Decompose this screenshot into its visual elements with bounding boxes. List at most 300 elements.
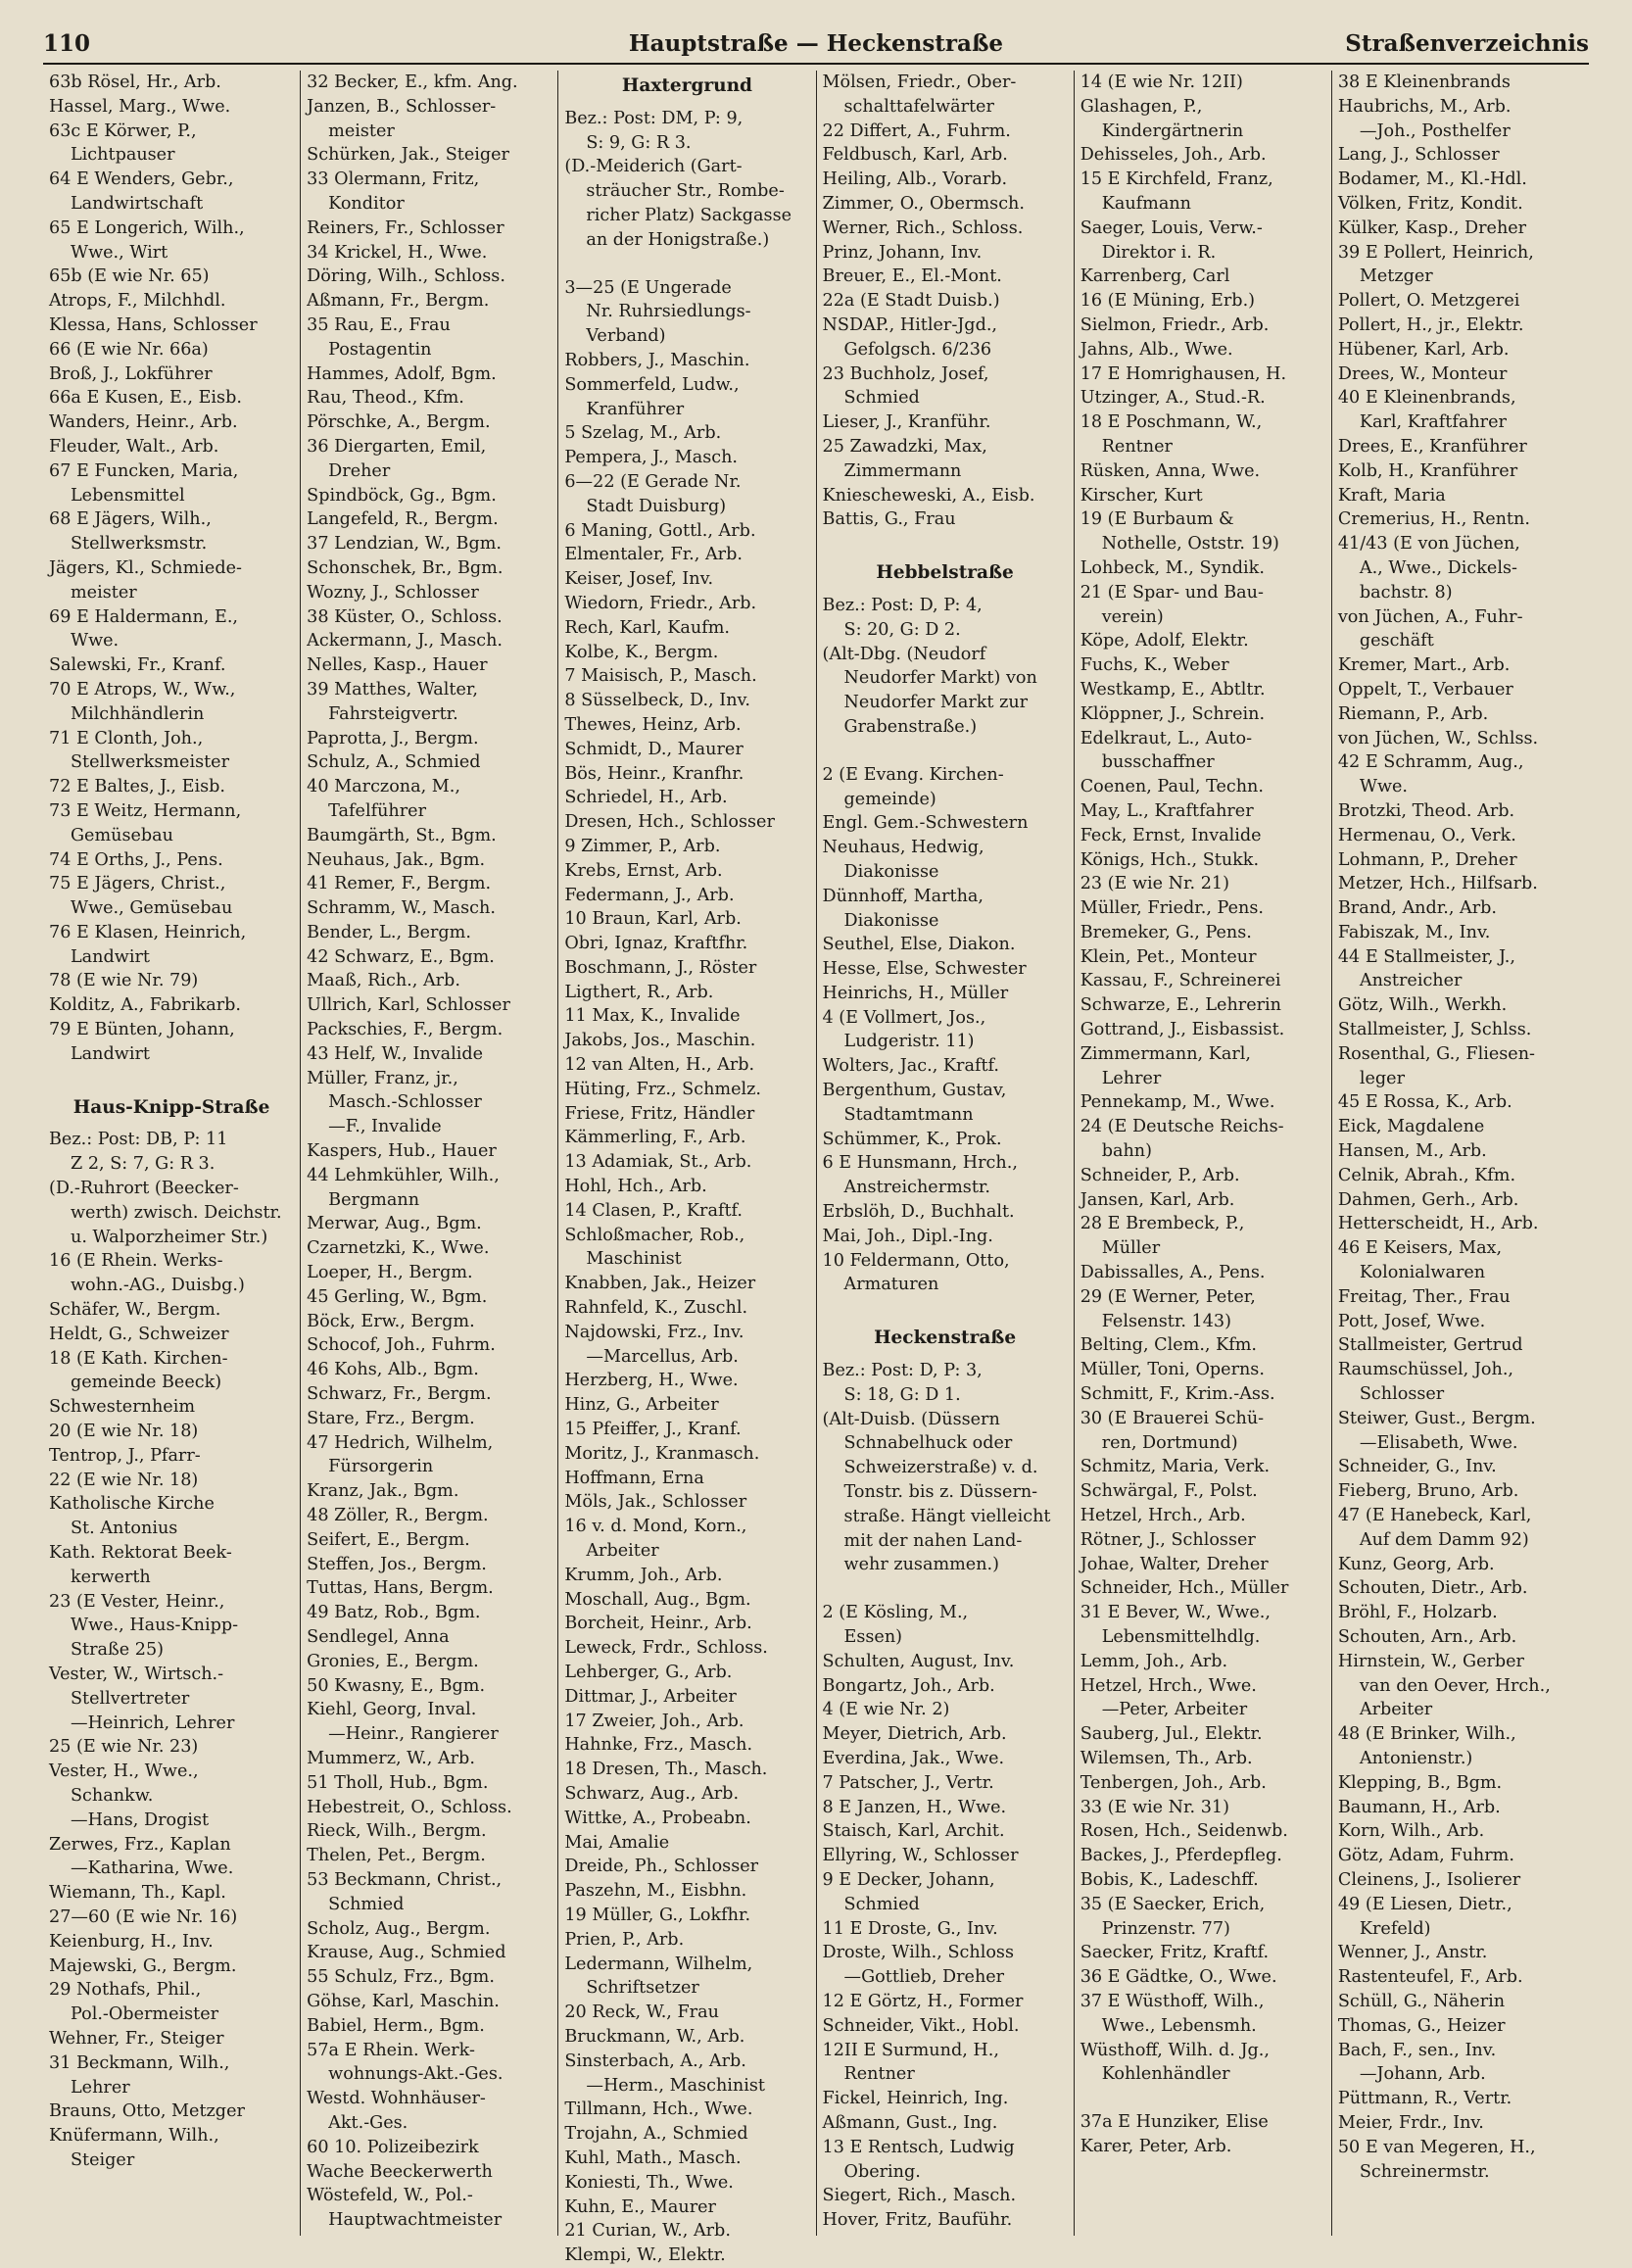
- directory-entry: Schocof, Joh., Fuhrm.: [307, 1335, 496, 1356]
- directory-entry: 71 E Clonth, Joh.,: [49, 728, 204, 748]
- directory-entry: Schwesternheim: [49, 1397, 196, 1418]
- directory-entry: Heiling, Alb., Vorarb.: [822, 169, 1008, 190]
- directory-entry: Pol.-Obermeister: [71, 2004, 219, 2025]
- directory-entry: Stadt Duisburg): [586, 496, 727, 516]
- page-title: Hauptstraße — Heckenstraße: [628, 30, 1004, 57]
- directory-entry: (Alt-Dbg. (Neudorf: [822, 644, 986, 664]
- directory-entry: Schmied: [843, 1894, 920, 1914]
- directory-entry: —Katharina, Wwe.: [71, 1858, 234, 1879]
- directory-entry: Dreide, Ph., Schlosser: [564, 1857, 759, 1877]
- directory-entry: Rötner, J., Schlosser: [1080, 1529, 1256, 1550]
- directory-entry: —Johann, Arb.: [1359, 2064, 1486, 2085]
- directory-entry: 4 (E wie Nr. 2): [822, 1700, 950, 1720]
- directory-entry: 16 (E Rhein. Werks-: [49, 1251, 223, 1272]
- directory-entry: 27—60 (E wie Nr. 16): [49, 1906, 238, 1927]
- directory-entry: Lichtpauser: [71, 145, 175, 166]
- directory-entry: Friese, Fritz, Händler: [564, 1103, 755, 1124]
- directory-entry: —F., Invalide: [328, 1117, 442, 1137]
- directory-entry: Schmied: [328, 1894, 405, 1914]
- directory-entry: Babiel, Herm., Bgm.: [307, 2015, 485, 2036]
- directory-entry: —Marcellus, Arb.: [586, 1346, 739, 1367]
- directory-entry: 31 E Bever, W., Wwe.,: [1080, 1603, 1271, 1623]
- directory-entry: von Jüchen, A., Fuhr-: [1337, 606, 1523, 627]
- directory-entry: Klessa, Hans, Schlosser: [49, 314, 258, 335]
- directory-entry: Metzger: [1359, 266, 1433, 287]
- directory-entry: Eick, Magdalene: [1337, 1117, 1485, 1137]
- directory-entry: Karl, Kraftfahrer: [1359, 412, 1507, 433]
- directory-entry: 37 Lendzian, W., Bgm.: [307, 534, 502, 555]
- directory-entry: Fleuder, Walt., Arb.: [49, 436, 219, 457]
- directory-entry: Sauberg, Jul., Elektr.: [1080, 1724, 1263, 1745]
- directory-entry: Fahrsteigvertr.: [328, 703, 458, 724]
- directory-entry: Tuttas, Hans, Bergm.: [307, 1578, 494, 1599]
- directory-entry: Anstreichermstr.: [843, 1178, 990, 1198]
- column-5: [1075, 71, 1332, 2236]
- directory-entry: Janzen, B., Schlosser-: [307, 96, 497, 117]
- directory-entry: Freitag, Ther., Frau: [1337, 1286, 1511, 1307]
- directory-entry: Schonschek, Br., Bgm.: [307, 557, 504, 578]
- directory-entry: Trojahn, A., Schmied: [564, 2124, 748, 2145]
- directory-entry: 76 E Klasen, Heinrich,: [49, 922, 247, 942]
- directory-entry: Hoffmann, Erna: [564, 1468, 704, 1488]
- directory-entry: 19 (E Burbaum &: [1080, 509, 1234, 530]
- directory-entry: Lohbeck, M., Syndik.: [1080, 557, 1265, 578]
- directory-entry: 23 Buchholz, Josef,: [822, 363, 989, 384]
- directory-entry: Kolbe, K., Bergm.: [564, 642, 719, 662]
- directory-entry: gemeinde): [843, 789, 936, 809]
- directory-entry: Schneider, G., Inv.: [1337, 1457, 1497, 1477]
- directory-entry: Straße 25): [71, 1640, 165, 1661]
- directory-entry: Bruckmann, W., Arb.: [564, 2026, 745, 2047]
- directory-entry: Stallmeister, Gertrud: [1337, 1335, 1523, 1356]
- directory-entry: Neuhaus, Hedwig,: [822, 838, 984, 858]
- directory-entry: 37a E Hunziker, Elise: [1080, 2112, 1269, 2133]
- directory-entry: Zimmermann: [843, 460, 962, 481]
- directory-entry: 73 E Weitz, Hermann,: [49, 800, 242, 821]
- column-6: [1332, 71, 1589, 2236]
- directory-entry: 78 (E wie Nr. 79): [49, 971, 199, 991]
- directory-entry: 8 E Janzen, H., Wwe.: [822, 1797, 1007, 1817]
- directory-entry: Tentrop, J., Pfarr-: [49, 1445, 201, 1466]
- directory-entry: Staisch, Karl, Archit.: [822, 1821, 1005, 1842]
- directory-entry: busschaffner: [1101, 752, 1215, 773]
- directory-entry: geschäft: [1359, 631, 1434, 651]
- directory-entry: 21 Curian, W., Arb.: [564, 2221, 731, 2242]
- directory-entry: verein): [1101, 606, 1164, 627]
- directory-entry: Stellvertreter: [71, 1688, 190, 1709]
- directory-entry: 49 Batz, Rob., Bgm.: [307, 1603, 481, 1623]
- directory-entry: Lehberger, G., Arb.: [564, 1663, 733, 1682]
- directory-columns: [43, 71, 1589, 2266]
- directory-entry: Heinrichs, H., Müller: [822, 983, 1009, 1003]
- directory-entry: Kiehl, Georg, Inval.: [307, 1700, 477, 1720]
- directory-entry: Fieberg, Bruno, Arb.: [1337, 1481, 1519, 1502]
- street-heading: Haxtergrund: [621, 75, 752, 96]
- directory-entry: Riemann, P., Arb.: [1337, 703, 1489, 724]
- directory-entry: sträucher Str., Rombe-: [586, 181, 785, 202]
- directory-entry: Stellwerksmeister: [71, 752, 230, 773]
- directory-entry: 5 Szelag, M., Arb.: [564, 423, 722, 444]
- directory-entry: richer Platz) Sackgasse: [586, 205, 792, 225]
- directory-entry: Atrops, F., Milchhdl.: [49, 291, 226, 312]
- directory-entry: 10 Feldermann, Otto,: [822, 1250, 1010, 1271]
- directory-entry: 12II E Surmund, H.,: [822, 2040, 999, 2060]
- directory-entry: 25 (E wie Nr. 23): [49, 1737, 199, 1758]
- directory-entry: 42 E Schramm, Aug.,: [1337, 752, 1524, 773]
- directory-entry: 74 E Orths, J., Pens.: [49, 849, 223, 870]
- directory-entry: Sendlegel, Anna: [307, 1627, 450, 1647]
- directory-entry: 70 E Atrops, W., Ww.,: [49, 679, 236, 700]
- directory-entry: S: 18, G: D 1.: [843, 1384, 961, 1405]
- directory-entry: Landwirt: [71, 946, 150, 967]
- directory-entry: Vester, W., Wirtsch.-: [49, 1665, 224, 1684]
- directory-entry: 45 Gerling, W., Bgm.: [307, 1286, 488, 1307]
- directory-entry: Feck, Ernst, Invalide: [1080, 825, 1262, 845]
- directory-entry: Pott, Josef, Wwe.: [1337, 1311, 1486, 1331]
- directory-entry: Döring, Wilh., Schloss.: [307, 266, 505, 287]
- directory-entry: Wüsthoff, Wilh. d. Jg.,: [1080, 2040, 1270, 2060]
- directory-entry: Drees, W., Monteur: [1337, 363, 1508, 384]
- directory-entry: Bez.: Post: D, P: 4,: [822, 595, 983, 615]
- directory-entry: Schneider, P., Arb.: [1080, 1165, 1240, 1185]
- directory-entry: Schmidt, D., Maurer: [564, 739, 744, 759]
- directory-entry: 66a E Kusen, E., Eisb.: [49, 388, 242, 409]
- directory-entry: Cleinens, J., Isolierer: [1337, 1869, 1521, 1890]
- directory-entry: 50 E van Megeren, H.,: [1337, 2137, 1536, 2157]
- directory-entry: Pörschke, A., Bergm.: [307, 412, 491, 433]
- directory-entry: leger: [1359, 1068, 1405, 1088]
- directory-entry: 16 (E Müning, Erb.): [1080, 291, 1256, 312]
- directory-entry: Hahnke, Frz., Masch.: [564, 1735, 753, 1756]
- directory-entry: Steffen, Jos., Bergm.: [307, 1554, 487, 1574]
- directory-entry: Zimmer, O., Obermsch.: [822, 193, 1025, 214]
- directory-entry: Wilemsen, Th., Arb.: [1080, 1748, 1253, 1768]
- directory-entry: Nr. Ruhrsiedlungs-: [586, 302, 751, 322]
- directory-entry: Pennekamp, M., Wwe.: [1080, 1092, 1275, 1113]
- directory-entry: Spindböck, Gg., Bgm.: [307, 485, 497, 506]
- directory-entry: Rentner: [1101, 436, 1173, 457]
- directory-entry: Schneider, Vikt., Hobl.: [822, 2015, 1020, 2036]
- directory-entry: Saeger, Louis, Verw.-: [1080, 217, 1263, 238]
- directory-entry: meister: [328, 121, 395, 141]
- directory-entry: Mummerz, W., Arb.: [307, 1748, 475, 1768]
- directory-entry: Rieck, Wilh., Bergm.: [307, 1821, 487, 1842]
- directory-entry: Vester, H., Wwe.,: [49, 1761, 199, 1782]
- directory-entry: Wöstefeld, W., Pol.-: [307, 2186, 473, 2206]
- directory-entry: Bobis, K., Ladeschff.: [1080, 1869, 1259, 1890]
- directory-entry: 33 Olermann, Fritz,: [307, 169, 480, 190]
- directory-entry: 22 Differt, A., Fuhrm.: [822, 121, 1011, 141]
- directory-entry: Borcheit, Heinr., Arb.: [564, 1614, 752, 1634]
- directory-entry: Fuchs, K., Weber: [1080, 655, 1229, 676]
- directory-entry: Schloßmacher, Rob.,: [564, 1225, 745, 1245]
- directory-entry: Hohl, Hch., Arb.: [564, 1177, 707, 1197]
- directory-entry: Ullrich, Karl, Schlosser: [307, 995, 510, 1016]
- directory-entry: Fabiszak, M., Inv.: [1337, 922, 1491, 942]
- directory-entry: Akt.-Ges.: [328, 2112, 408, 2133]
- directory-entry: Knabben, Jak., Heizer: [564, 1274, 756, 1294]
- directory-entry: Ludgeristr. 11): [843, 1032, 975, 1052]
- directory-entry: Steiger: [71, 2149, 135, 2170]
- directory-entry: Hansen, M., Arb.: [1337, 1141, 1487, 1162]
- directory-entry: 65 E Longerich, Wilh.,: [49, 217, 245, 238]
- directory-entry: 51 Tholl, Hub., Bgm.: [307, 1772, 489, 1793]
- directory-entry: Brotzki, Theod. Arb.: [1337, 800, 1515, 821]
- directory-entry: Kuhl, Math., Masch.: [564, 2147, 742, 2168]
- directory-entry: Leweck, Frdr., Schloss.: [564, 1638, 768, 1659]
- directory-entry: Tillmann, Hch., Wwe.: [564, 2099, 753, 2120]
- directory-entry: Rastenteufel, F., Arb.: [1337, 1967, 1523, 1988]
- directory-entry: Kohlenhändler: [1101, 2064, 1230, 2085]
- page-header: [43, 24, 1589, 65]
- directory-entry: 35 (E Saecker, Erich,: [1080, 1894, 1266, 1914]
- directory-entry: (D.-Meiderich (Gart-: [564, 157, 743, 177]
- directory-entry: Moschall, Aug., Bgm.: [564, 1589, 751, 1610]
- directory-entry: Breuer, E., El.-Mont.: [822, 266, 1002, 287]
- directory-entry: Kraft, Maria: [1337, 485, 1446, 506]
- directory-entry: van den Oever, Hrch.,: [1359, 1675, 1551, 1696]
- directory-entry: Federmann, J., Arb.: [564, 885, 735, 905]
- directory-entry: schalttafelwärter: [843, 96, 994, 117]
- directory-entry: Prien, P., Arb.: [564, 1929, 685, 1950]
- directory-entry: Schwarze, E., Lehrerin: [1080, 995, 1281, 1016]
- directory-entry: 33 (E wie Nr. 31): [1080, 1797, 1229, 1817]
- directory-entry: Hassel, Marg., Wwe.: [49, 96, 231, 117]
- directory-entry: Lebensmittel: [71, 485, 185, 506]
- directory-entry: Götz, Adam, Fuhrm.: [1337, 1846, 1514, 1866]
- directory-entry: Dünnhoff, Martha,: [822, 886, 984, 906]
- directory-entry: 23 (E wie Nr. 21): [1080, 874, 1229, 894]
- directory-entry: Belting, Clem., Kfm.: [1080, 1335, 1258, 1356]
- street-heading: Hebbelstraße: [876, 562, 1014, 584]
- directory-entry: 6—22 (E Gerade Nr.: [564, 471, 742, 492]
- directory-entry: Neudorfer Markt) von: [843, 668, 1037, 689]
- directory-entry: Klepping, B., Bgm.: [1337, 1772, 1503, 1793]
- directory-entry: bachstr. 8): [1359, 582, 1453, 603]
- directory-entry: Schulten, August, Inv.: [822, 1651, 1015, 1671]
- directory-entry: Tenbergen, Joh., Arb.: [1080, 1772, 1267, 1793]
- directory-entry: St. Antonius: [71, 1519, 178, 1539]
- directory-entry: Fickel, Heinrich, Ing.: [822, 2089, 1009, 2109]
- directory-entry: Bremeker, G., Pens.: [1080, 922, 1252, 942]
- directory-entry: Drees, E., Kranführer: [1337, 436, 1527, 457]
- directory-entry: 17 Zweier, Joh., Arb.: [564, 1711, 744, 1731]
- directory-entry: 44 E Stallmeister, J.,: [1337, 946, 1515, 967]
- directory-entry: Böck, Erw., Bergm.: [307, 1311, 475, 1331]
- directory-entry: Droste, Wilh., Schloss: [822, 1943, 1014, 1963]
- directory-entry: —Gottlieb, Dreher: [843, 1967, 1005, 1988]
- directory-entry: Coenen, Paul, Techn.: [1080, 777, 1264, 797]
- directory-entry: Kindergärtnerin: [1101, 121, 1244, 141]
- directory-entry: Konditor: [328, 193, 405, 214]
- directory-entry: Ackermann, J., Masch.: [307, 631, 504, 651]
- directory-entry: 63c E Körwer, P.,: [49, 121, 197, 141]
- directory-entry: 36 Diergarten, Emil,: [307, 436, 487, 457]
- directory-entry: Armaturen: [843, 1275, 939, 1295]
- directory-entry: Aßmann, Gust., Ing.: [822, 2112, 998, 2133]
- directory-entry: Hirnstein, W., Gerber: [1337, 1651, 1524, 1671]
- directory-entry: 29 Nothafs, Phil.,: [49, 1980, 202, 2001]
- directory-entry: gemeinde Beeck): [71, 1373, 222, 1393]
- directory-entry: —Herm., Maschinist: [586, 2075, 765, 2096]
- directory-entry: Neuhaus, Jak., Bgm.: [307, 849, 486, 870]
- directory-entry: 57a E Rhein. Werk-: [307, 2040, 475, 2060]
- directory-entry: straße. Hängt vielleicht: [843, 1506, 1051, 1526]
- directory-entry: Wwe.: [71, 631, 120, 651]
- directory-entry: Zerwes, Frz., Kaplan: [49, 1834, 231, 1855]
- directory-entry: 9 E Decker, Johann,: [822, 1869, 995, 1890]
- directory-entry: Schmitz, Maria, Verk.: [1080, 1457, 1271, 1477]
- directory-entry: 13 E Rentsch, Ludwig: [822, 2137, 1015, 2157]
- directory-entry: Paprotta, J., Bergm.: [307, 728, 479, 748]
- directory-entry: Krumm, Joh., Arb.: [564, 1565, 723, 1585]
- directory-entry: Mai, Amalie: [564, 1832, 670, 1853]
- directory-entry: 14 Clasen, P., Kraftf.: [564, 1200, 744, 1221]
- directory-entry: —Heinrich, Lehrer: [71, 1713, 235, 1733]
- directory-entry: Müller: [1101, 1238, 1161, 1259]
- directory-entry: 22a (E Stadt Duisb.): [822, 291, 1000, 312]
- directory-entry: wohnungs-Akt.-Ges.: [328, 2064, 504, 2085]
- directory-entry: Wanders, Heinr., Arb.: [49, 412, 238, 433]
- directory-entry: 2 (E Kösling, M.,: [822, 1603, 969, 1623]
- directory-entry: ren, Dortmund): [1101, 1432, 1238, 1453]
- directory-entry: Schramm, W., Masch.: [307, 898, 496, 919]
- directory-entry: Celnik, Abrah., Kfm.: [1337, 1165, 1516, 1185]
- directory-entry: Robbers, J., Maschin.: [564, 350, 750, 370]
- directory-entry: Diakonisse: [843, 910, 939, 931]
- directory-entry: Koniesti, Th., Wwe.: [564, 2172, 734, 2193]
- street-heading: Heckenstraße: [874, 1327, 1017, 1349]
- directory-entry: 20 Reck, W., Frau: [564, 2003, 719, 2023]
- directory-entry: Kolb, H., Kranführer: [1337, 460, 1518, 481]
- directory-entry: Krause, Aug., Schmied: [307, 1943, 506, 1963]
- directory-entry: Rahnfeld, K., Zuschl.: [564, 1298, 748, 1319]
- directory-entry: Götz, Wilh., Werkh.: [1337, 995, 1508, 1016]
- directory-entry: Grabenstraße.): [843, 716, 978, 737]
- directory-entry: werth) zwisch. Deichstr.: [71, 1202, 282, 1223]
- directory-entry: Mölsen, Friedr., Ober-: [822, 72, 1017, 92]
- directory-entry: Battis, G., Frau: [822, 509, 956, 530]
- directory-entry: 43 Helf, W., Invalide: [307, 1043, 484, 1064]
- directory-entry: Katholische Kirche: [49, 1494, 215, 1515]
- directory-entry: 38 E Kleinenbrands: [1337, 72, 1511, 92]
- directory-entry: Broß, J., Lokführer: [49, 363, 213, 384]
- directory-entry: Ellyring, W., Schlosser: [822, 1846, 1019, 1866]
- directory-entry: Lehrer: [71, 2077, 130, 2098]
- directory-entry: 44 Lehmkühler, Wilh.,: [307, 1165, 500, 1185]
- directory-entry: Bergenthum, Gustav,: [822, 1081, 1007, 1101]
- directory-entry: Sommerfeld, Ludw.,: [564, 374, 740, 395]
- directory-entry: Brauns, Otto, Metzger: [49, 2101, 245, 2122]
- directory-entry: 41/43 (E von Jüchen,: [1337, 534, 1520, 555]
- directory-entry: S: 9, G: R 3.: [586, 132, 692, 153]
- directory-entry: Haubrichs, M., Arb.: [1337, 96, 1512, 117]
- directory-entry: Salewski, Fr., Kranf.: [49, 655, 226, 676]
- directory-entry: Rüsken, Anna, Wwe.: [1080, 460, 1261, 481]
- directory-entry: Dahmen, Gerh., Arb.: [1337, 1189, 1519, 1210]
- directory-entry: Direktor i. R.: [1101, 242, 1217, 263]
- directory-entry: S: 20, G: D 2.: [843, 619, 961, 640]
- directory-entry: 24 (E Deutsche Reichs-: [1080, 1117, 1284, 1137]
- directory-entry: 67 E Funcken, Maria,: [49, 460, 239, 481]
- directory-entry: Bez.: Post: DM, P: 9,: [564, 108, 744, 128]
- directory-entry: —Peter, Arbeiter: [1101, 1700, 1248, 1720]
- directory-entry: Hebestreit, O., Schloss.: [307, 1797, 512, 1817]
- directory-entry: 47 (E Hanebeck, Karl,: [1337, 1506, 1532, 1526]
- directory-entry: Hüting, Frz., Schmelz.: [564, 1079, 761, 1099]
- directory-entry: Bös, Heinr., Kranfhr.: [564, 763, 744, 784]
- directory-entry: 38 Küster, O., Schloss.: [307, 606, 503, 627]
- directory-entry: 45 E Rossa, K., Arb.: [1337, 1092, 1512, 1113]
- directory-entry: Völken, Fritz, Kondit.: [1337, 193, 1523, 214]
- directory-entry: 6 Maning, Gottl., Arb.: [564, 520, 756, 541]
- directory-entry: Thewes, Heinz, Arb.: [564, 714, 742, 735]
- directory-entry: Schriedel, H., Arb.: [564, 788, 728, 808]
- directory-entry: Mai, Joh., Dipl.-Ing.: [822, 1226, 993, 1246]
- directory-entry: Schreinermstr.: [1359, 2161, 1490, 2182]
- directory-entry: 18 (E Kath. Kirchen-: [49, 1348, 228, 1369]
- directory-entry: 17 E Homrighausen, H.: [1080, 363, 1287, 384]
- directory-entry: Stallmeister, J, Schlss.: [1337, 1020, 1532, 1040]
- directory-entry: Dreher: [328, 460, 391, 481]
- directory-entry: Schäfer, W., Bergm.: [49, 1300, 221, 1321]
- directory-entry: Lohmann, P., Dreher: [1337, 849, 1517, 870]
- directory-entry: Bongartz, Joh., Arb.: [822, 1675, 995, 1696]
- directory-entry: Saecker, Fritz, Kraftf.: [1080, 1943, 1270, 1963]
- directory-entry: Kath. Rektorat Beek-: [49, 1543, 232, 1564]
- directory-entry: Hermenau, O., Verk.: [1337, 825, 1516, 845]
- directory-entry: Kuhn, E., Maurer: [564, 2196, 716, 2217]
- directory-entry: Sielmon, Friedr., Arb.: [1080, 314, 1270, 335]
- directory-entry: 28 E Brembeck, P.,: [1080, 1214, 1245, 1234]
- directory-entry: Seifert, E., Bergm.: [307, 1529, 470, 1550]
- directory-entry: Obri, Ignaz, Kraftfhr.: [564, 934, 748, 954]
- directory-entry: Dittmar, J., Arbeiter: [564, 1686, 737, 1707]
- directory-entry: Johae, Walter, Dreher: [1080, 1554, 1269, 1574]
- directory-entry: Keiser, Josef, Inv.: [564, 569, 714, 590]
- directory-entry: Siegert, Rich., Masch.: [822, 2186, 1017, 2206]
- directory-entry: Oppelt, T., Verbauer: [1337, 679, 1513, 700]
- directory-entry: 35 Rau, E., Frau: [307, 314, 451, 335]
- directory-entry: 30 (E Brauerei Schü-: [1080, 1408, 1265, 1428]
- directory-entry: Nothelle, Oststr. 19): [1101, 534, 1279, 555]
- directory-entry: Müller, Friedr., Pens.: [1080, 898, 1264, 919]
- directory-entry: Bender, L., Bergm.: [307, 922, 471, 942]
- directory-entry: Schmied: [843, 388, 920, 409]
- directory-entry: 37 E Wüsthoff, Wilh.,: [1080, 1991, 1265, 2011]
- directory-entry: Essen): [843, 1627, 903, 1648]
- directory-entry: Prinzenstr. 77): [1101, 1918, 1230, 1939]
- directory-entry: Schnabelhuck oder: [843, 1433, 1013, 1454]
- directory-entry: Langefeld, R., Bergm.: [307, 509, 499, 530]
- column-3: [558, 71, 816, 2266]
- directory-entry: 53 Beckmann, Christ.,: [307, 1869, 503, 1890]
- page-number: 110: [43, 30, 91, 57]
- directory-entry: Baumann, H., Arb.: [1337, 1797, 1501, 1817]
- directory-entry: —Hans, Drogist: [71, 1810, 210, 1830]
- directory-entry: 12 E Görtz, H., Former: [822, 1991, 1024, 2011]
- directory-entry: Wittke, A., Probeabn.: [564, 1808, 751, 1828]
- directory-entry: 55 Schulz, Frz., Bgm.: [307, 1967, 495, 1988]
- directory-entry: Moritz, J., Kranmasch.: [564, 1443, 760, 1464]
- directory-entry: Karer, Peter, Arb.: [1080, 2136, 1232, 2156]
- directory-entry: Tonstr. bis z. Düssern-: [843, 1482, 1038, 1503]
- directory-entry: Masch.-Schlosser: [328, 1092, 482, 1113]
- directory-entry: Schwärgal, F., Polst.: [1080, 1481, 1258, 1502]
- directory-entry: Kirscher, Kurt: [1080, 485, 1203, 506]
- directory-entry: 14 (E wie Nr. 12II): [1080, 72, 1243, 92]
- directory-entry: 79 E Bünten, Johann,: [49, 1020, 235, 1040]
